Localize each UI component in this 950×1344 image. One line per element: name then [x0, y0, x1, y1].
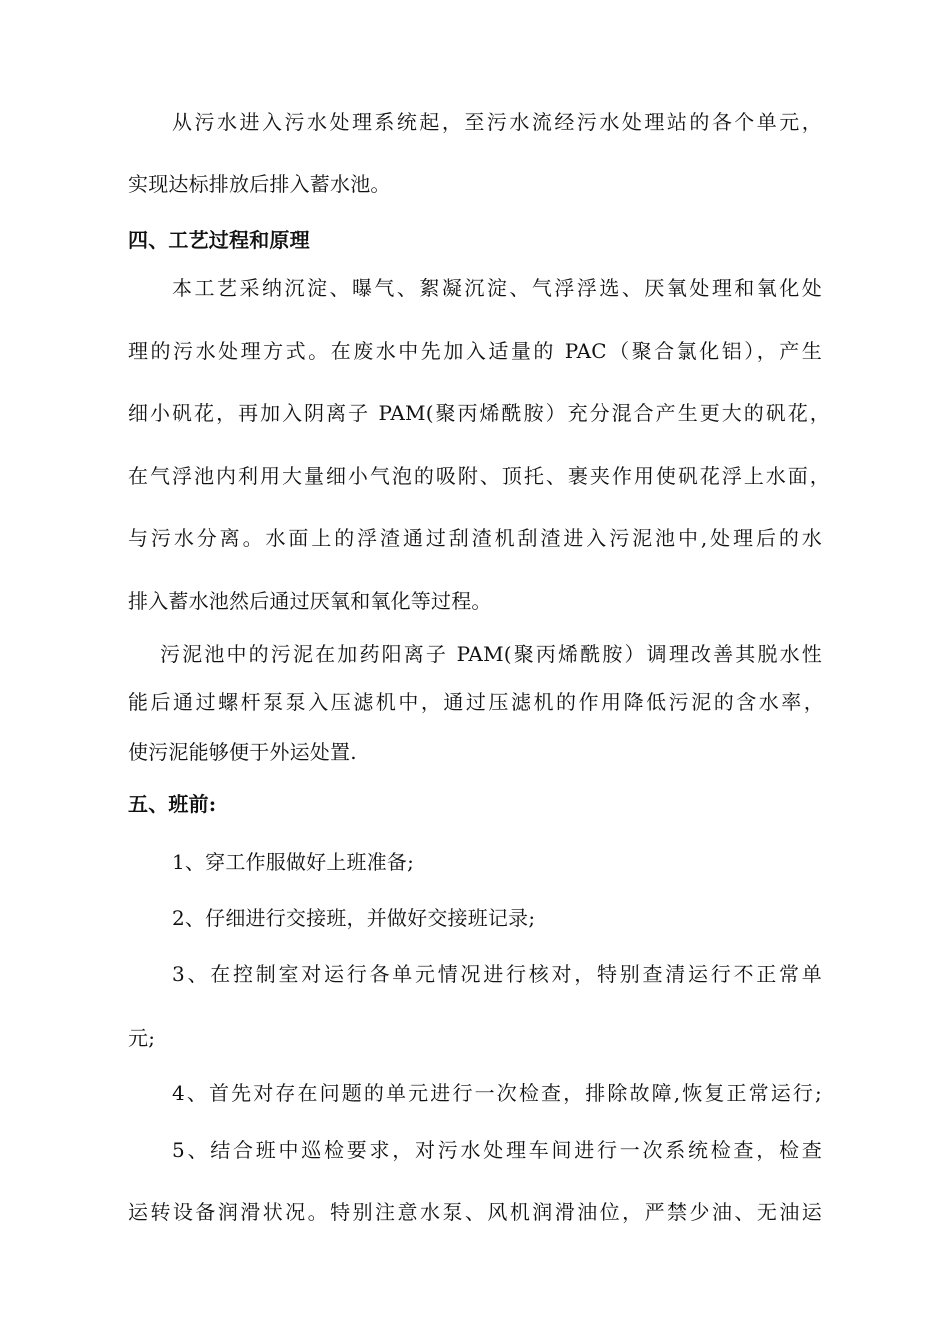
list-item: 5、结合班中巡检要求，对污水处理车间进行一次系统检查，检查	[172, 1138, 822, 1162]
section-heading: 五、班前:	[128, 792, 217, 816]
paragraph-line: 细小矾花，再加入阴离子 PAM(聚丙烯酰胺）充分混合产生更大的矾花，	[128, 401, 830, 425]
paragraph-line: 从污水进入污水处理系统起，至污水流经污水处理站的各个单元，	[172, 110, 822, 134]
paragraph-line: 使污泥能够便于外运处置.	[128, 740, 357, 764]
section-heading: 四、工艺过程和原理	[128, 228, 310, 252]
list-item: 4、首先对存在问题的单元进行一次检查，排除故障,恢复正常运行;	[172, 1081, 822, 1105]
list-item-continuation: 元;	[128, 1026, 156, 1050]
paragraph-line: 在气浮池内利用大量细小气泡的吸附、顶托、裹夹作用使矾花浮上水面，	[128, 464, 830, 488]
paragraph-line: 污泥池中的污泥在加药阳离子 PAM(聚丙烯酰胺）调理改善其脱水性	[160, 642, 822, 666]
list-item-continuation: 运转设备润滑状况。特别注意水泵、风机润滑油位，严禁少油、无油运	[128, 1200, 822, 1224]
paragraph-line: 与污水分离。水面上的浮渣通过刮渣机刮渣进入污泥池中,处理后的水	[128, 526, 822, 550]
paragraph-line: 实现达标排放后排入蓄水池。	[128, 172, 391, 196]
paragraph-line: 理的污水处理方式。在废水中先加入适量的 PAC（聚合氯化铝），产生	[128, 339, 822, 363]
list-item: 3、在控制室对运行各单元情况进行核对，特别查清运行不正常单	[172, 962, 822, 986]
paragraph-line: 能后通过螺杆泵泵入压滤机中，通过压滤机的作用降低污泥的含水率，	[128, 690, 824, 714]
paragraph-line: 排入蓄水池然后通过厌氧和氧化等过程。	[128, 589, 492, 613]
list-item: 2、仔细进行交接班，并做好交接班记录;	[172, 906, 536, 930]
list-item: 1、穿工作服做好上班准备;	[172, 850, 415, 874]
paragraph-line: 本工艺采纳沉淀、曝气、絮凝沉淀、气浮浮选、厌氧处理和氧化处	[172, 276, 822, 300]
